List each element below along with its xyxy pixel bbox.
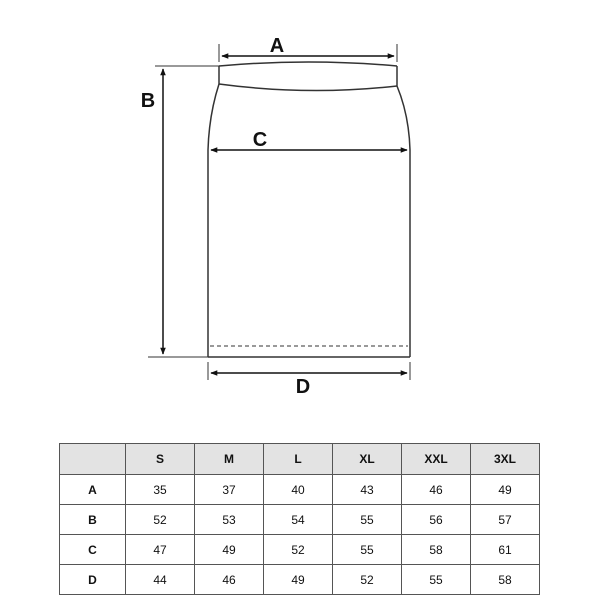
dimension-d [208, 362, 410, 398]
table-cell: 47 [126, 535, 195, 565]
size-header: L [264, 444, 333, 475]
size-header: XXL [402, 444, 471, 475]
waistband-bottom [219, 84, 397, 91]
size-header: M [195, 444, 264, 475]
label-d: D [295, 376, 311, 398]
skirt-left-side [208, 66, 219, 357]
table-cell: 55 [333, 535, 402, 565]
table-row [60, 535, 540, 565]
size-header: S [126, 444, 195, 475]
table-cell: 43 [333, 475, 402, 505]
label-c: C [252, 129, 268, 151]
table-cell: 61 [471, 535, 540, 565]
table-header-row [60, 444, 540, 475]
waistband-top [219, 62, 397, 66]
table-cell: 44 [126, 565, 195, 595]
dimension-a [219, 35, 397, 62]
table-cell: 58 [402, 535, 471, 565]
table-cell: 49 [471, 475, 540, 505]
row-label: C [60, 535, 126, 565]
table-cell: 46 [195, 565, 264, 595]
table-corner-cell [60, 444, 126, 475]
table-cell: 53 [195, 505, 264, 535]
label-b: B [140, 90, 156, 112]
skirt-right-side [397, 66, 410, 357]
size-chart-table [59, 443, 540, 595]
table-cell: 52 [264, 535, 333, 565]
row-label: D [60, 565, 126, 595]
table-cell: 57 [471, 505, 540, 535]
table-cell: 58 [471, 565, 540, 595]
skirt-outline [208, 62, 410, 357]
table-cell: 49 [195, 535, 264, 565]
table-cell: 35 [126, 475, 195, 505]
size-header: 3XL [471, 444, 540, 475]
dimension-c [211, 129, 407, 151]
table-cell: 54 [264, 505, 333, 535]
label-a: A [269, 35, 285, 57]
row-label: B [60, 505, 126, 535]
table-cell: 46 [402, 475, 471, 505]
table-cell: 52 [126, 505, 195, 535]
table-cell: 40 [264, 475, 333, 505]
table-cell: 49 [264, 565, 333, 595]
table-cell: 55 [402, 565, 471, 595]
row-label: A [60, 475, 126, 505]
size-header: XL [333, 444, 402, 475]
table-row [60, 475, 540, 505]
table-cell: 56 [402, 505, 471, 535]
table-row [60, 565, 540, 595]
table-cell: 52 [333, 565, 402, 595]
table-cell: 37 [195, 475, 264, 505]
table-row [60, 505, 540, 535]
table-cell: 55 [333, 505, 402, 535]
